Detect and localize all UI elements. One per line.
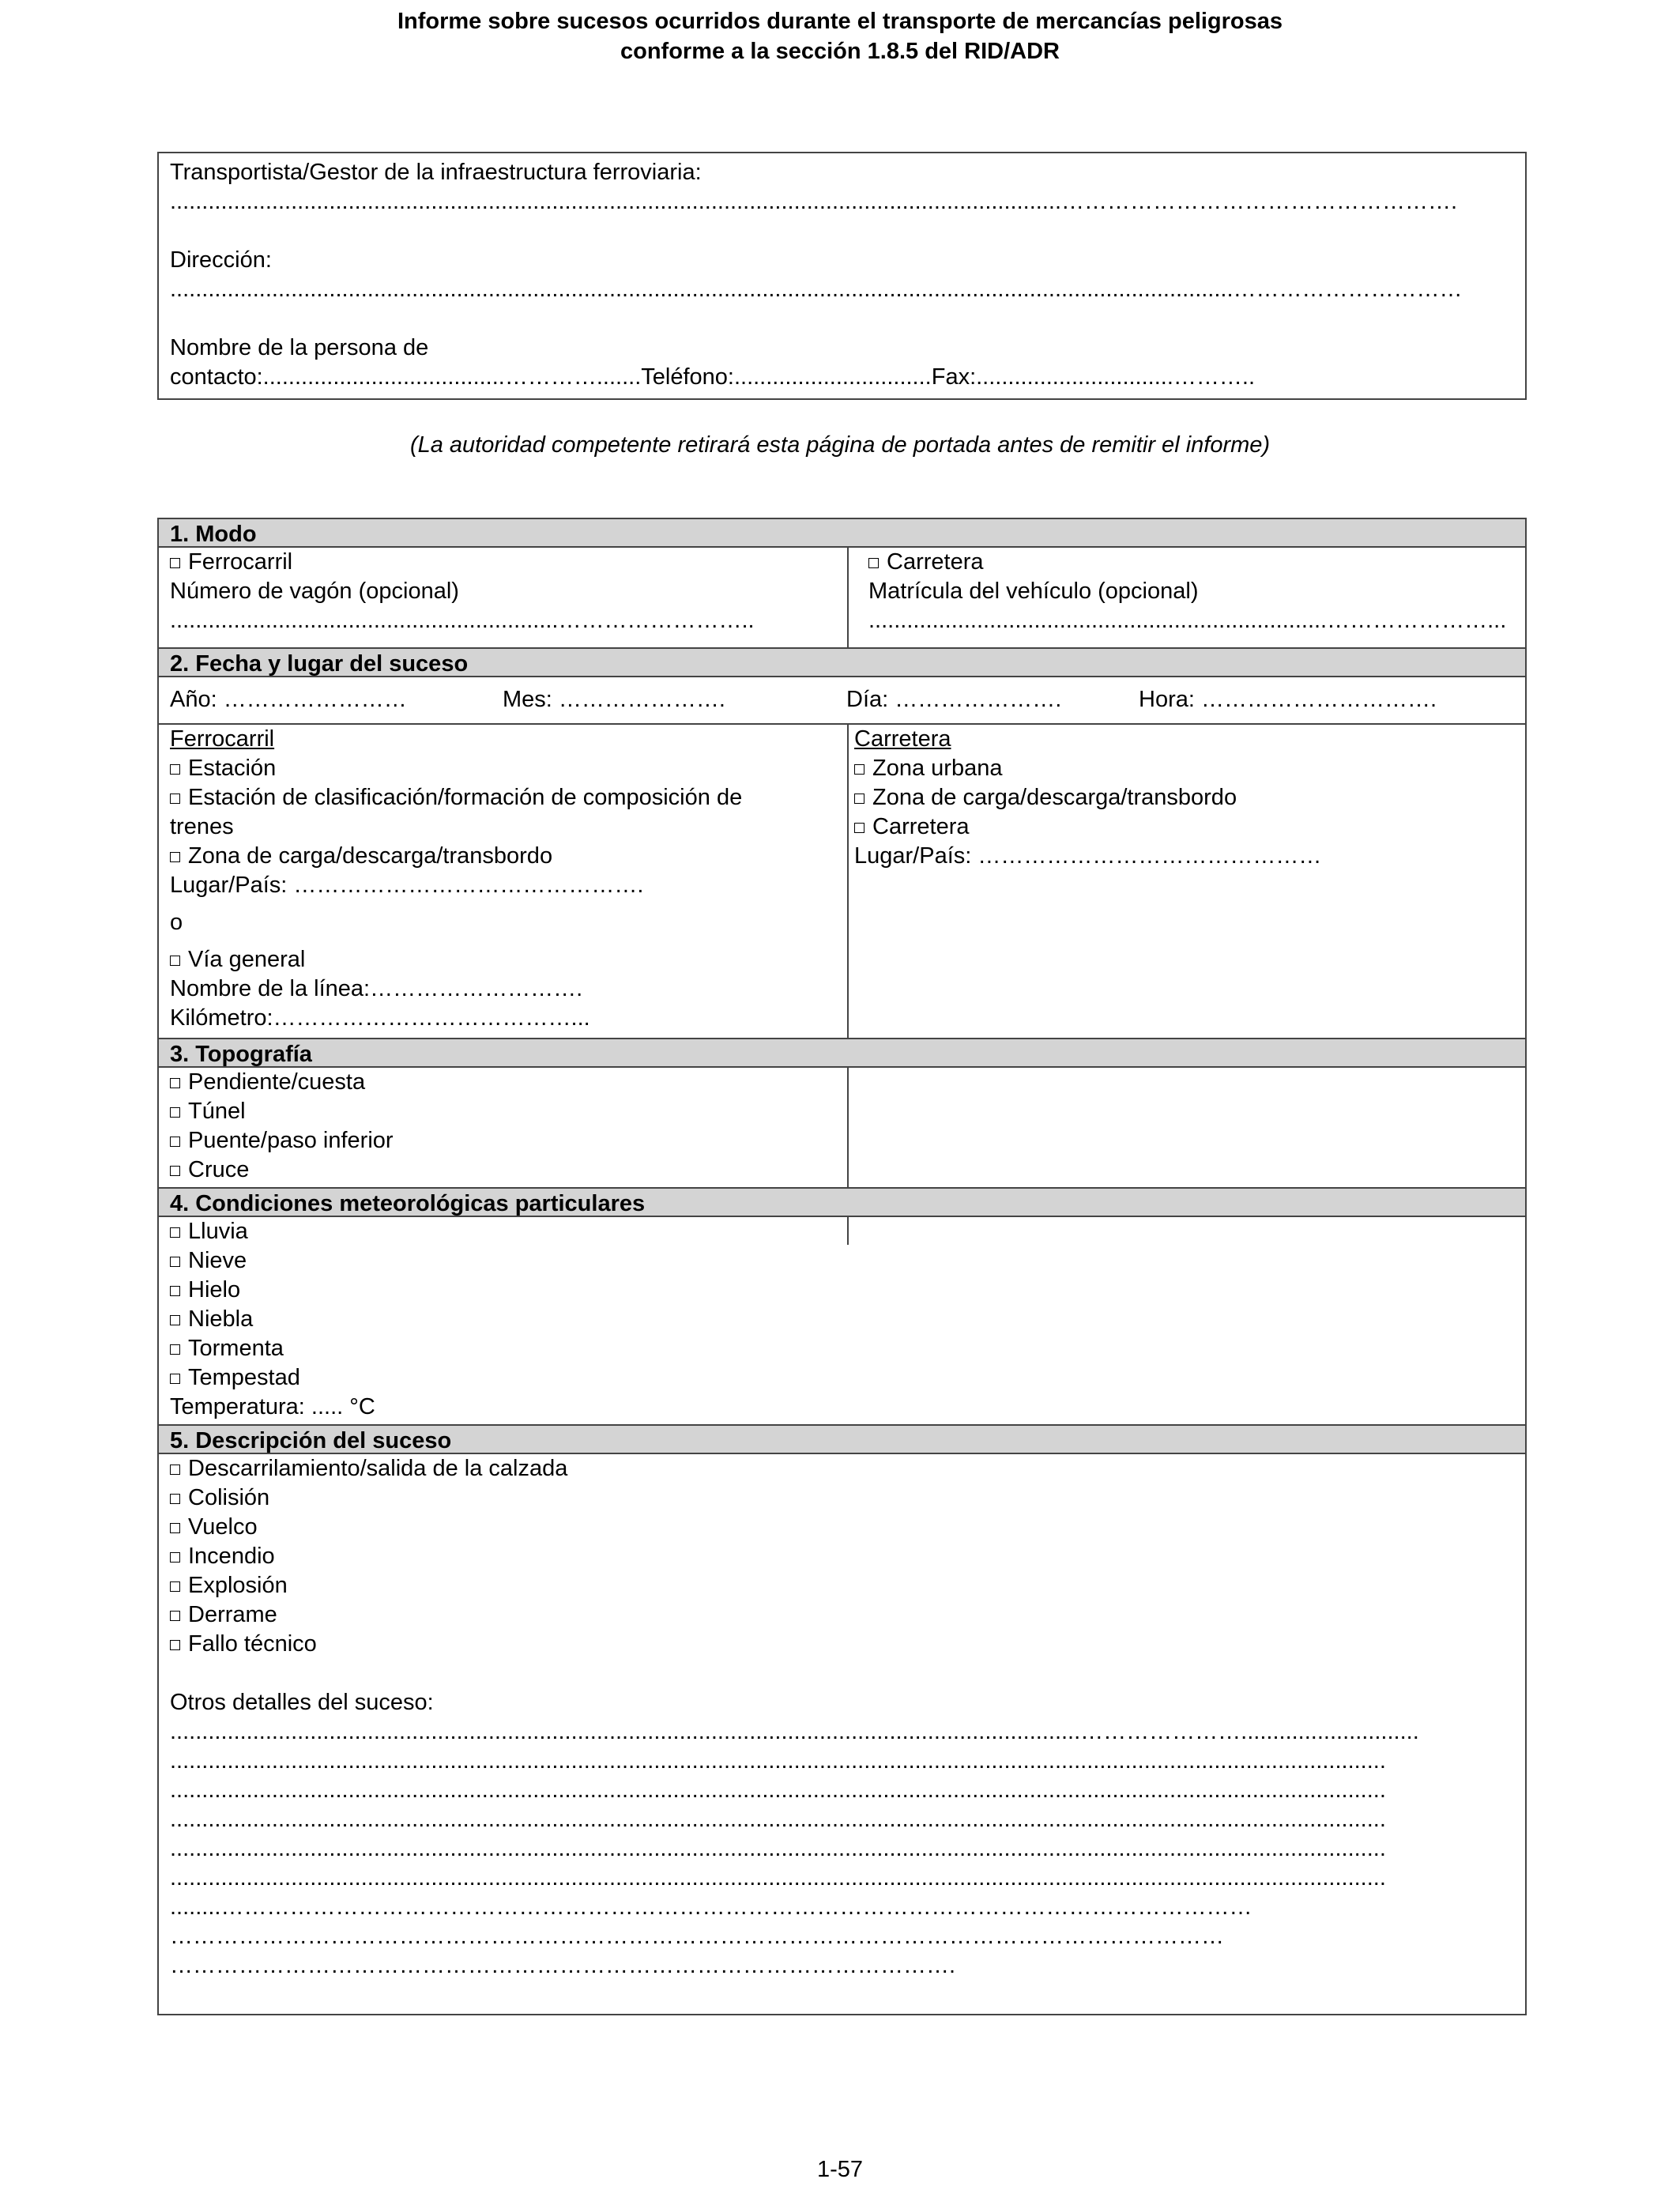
carrier-label: Transportista/Gestor de la infraestructura ferroviaria: [170, 160, 702, 185]
option-label: Tormenta [188, 1336, 284, 1361]
rail-marshalling-label-cont: trenes [170, 814, 234, 839]
rail-option[interactable] [170, 548, 842, 577]
weather-option[interactable] [170, 1363, 1525, 1393]
section-5-body [159, 1454, 1525, 1981]
rail-station-option[interactable] [170, 754, 842, 783]
checkbox-icon[interactable] [170, 852, 180, 862]
section-2-heading: 2. Fecha y lugar del suceso [159, 647, 1525, 677]
rail-marshalling-label: Estación de clasificación/formación de composición de [188, 785, 743, 810]
column-divider [847, 548, 849, 647]
checkbox-icon[interactable] [170, 1374, 180, 1384]
road-option[interactable] [868, 548, 1516, 577]
rail-track-option[interactable] [170, 945, 842, 974]
option-label: Derrame [188, 1602, 277, 1627]
topography-option[interactable] [170, 1068, 1525, 1097]
rail-station-label: Estación [188, 756, 277, 781]
road-option-label: Carretera [887, 549, 984, 575]
vehicle-plate-field[interactable]: ........................................................................…………………... [868, 608, 1507, 633]
checkbox-icon[interactable] [170, 764, 180, 775]
option-label: Hielo [188, 1277, 241, 1302]
checkbox-icon[interactable] [170, 1581, 180, 1592]
other-details-label: Otros detalles del suceso: [170, 1690, 434, 1715]
dot-line: ............................................................................................................................................................................................... [170, 1807, 1386, 1832]
option-label: Nieve [188, 1248, 247, 1273]
checkbox-icon[interactable] [170, 956, 180, 966]
option-label: Pendiente/cuesta [188, 1069, 366, 1095]
dot-line: …………………………………………………………………………………………. [170, 1953, 956, 1978]
section-3-heading: 3. Topografía [159, 1038, 1525, 1068]
section-3-body [159, 1068, 1525, 1185]
road-place-field[interactable]: Lugar/País: ……………………………………… [854, 843, 1322, 869]
month-field[interactable]: Mes: …………………. [503, 687, 725, 712]
contact-label: Nombre de la persona de [170, 335, 429, 360]
vehicle-plate-label: Matrícula del vehículo (opcional) [868, 579, 1199, 604]
rail-km-field[interactable]: Kilómetro:…………………………………... [170, 1005, 590, 1031]
event-option[interactable] [170, 1600, 1525, 1630]
road-road-option[interactable] [854, 812, 1518, 842]
wagon-number-field[interactable]: .............................................................…………………….. [170, 608, 755, 633]
incident-form-table [157, 518, 1527, 2015]
option-label: Niebla [188, 1306, 254, 1332]
option-label: Tempestad [188, 1365, 300, 1390]
topography-option[interactable] [170, 1097, 1525, 1126]
event-option[interactable] [170, 1513, 1525, 1542]
dot-line: ........……………………………………………………………………………………………………………………… [170, 1894, 1252, 1920]
option-label: Cruce [188, 1157, 250, 1182]
section-1-heading: 1. Modo [159, 518, 1525, 548]
checkbox-icon[interactable] [170, 1465, 180, 1475]
mode-road-column [868, 548, 1516, 647]
road-loading-label: Zona de carga/descarga/transbordo [872, 785, 1237, 810]
temperature-field[interactable]: Temperatura: ..... °C [170, 1394, 375, 1419]
checkbox-icon[interactable] [170, 1611, 180, 1621]
checkbox-icon[interactable] [854, 764, 864, 775]
rail-line-name-field[interactable]: Nombre de la línea:………………………. [170, 976, 583, 1001]
checkbox-icon[interactable] [170, 1315, 180, 1325]
document-title [0, 6, 1680, 66]
page-number: 1-57 [816, 2157, 864, 2182]
dot-line: ............................................................................................................................................................................................... [170, 1836, 1386, 1861]
rail-marshalling-option[interactable] [170, 783, 842, 812]
address-label: Dirección: [170, 247, 272, 273]
checkbox-icon[interactable] [170, 1166, 180, 1176]
address-field[interactable]: .......................................................................................................................................................................………………………… [170, 277, 1463, 302]
checkbox-icon[interactable] [170, 1494, 180, 1504]
event-option[interactable] [170, 1483, 1525, 1513]
weather-option[interactable] [170, 1334, 1525, 1363]
option-label: Incendio [188, 1544, 275, 1569]
event-option[interactable] [170, 1630, 1525, 1659]
contact-phone-fax-field[interactable]: contacto:......................................………….......Teléfono:...............................Fax:...............................……….. [170, 364, 1256, 390]
wagon-number-label: Número de vagón (opcional) [170, 579, 459, 604]
road-urban-option[interactable] [854, 754, 1518, 783]
checkbox-icon[interactable] [170, 1640, 180, 1650]
rail-location-title: Ferrocarril [170, 726, 275, 752]
road-loading-option[interactable] [854, 783, 1518, 812]
checkbox-icon[interactable] [170, 1286, 180, 1296]
weather-option[interactable] [170, 1305, 1525, 1334]
or-label: o [170, 910, 183, 935]
event-option[interactable] [170, 1454, 1525, 1483]
rail-track-label: Vía general [188, 947, 306, 972]
carrier-field[interactable]: ............................................................................................................................................……………………………………………. [170, 189, 1458, 214]
option-label: Descarrilamiento/salida de la calzada [188, 1456, 568, 1481]
dot-line: ………………………………………………………………………………………………………………………… [170, 1924, 1224, 1949]
title-line-2: conforme a la sección 1.8.5 del RID/ADR [620, 39, 1060, 64]
option-label: Fallo técnico [188, 1631, 317, 1657]
weather-option[interactable] [170, 1217, 1525, 1246]
title-line-1: Informe sobre sucesos ocurridos durante el transporte de mercancías peligrosas [397, 9, 1283, 34]
dot-line: ............................................................................................................................................................................................... [170, 1865, 1386, 1891]
checkbox-icon[interactable] [868, 558, 879, 568]
rail-option-label: Ferrocarril [188, 549, 293, 575]
checkbox-icon[interactable] [170, 1552, 180, 1563]
option-label: Vuelco [188, 1514, 258, 1540]
option-label: Colisión [188, 1485, 270, 1510]
mode-rail-column [170, 548, 842, 647]
weather-option[interactable] [170, 1276, 1525, 1305]
road-urban-label: Zona urbana [872, 756, 1003, 781]
section-4-heading: 4. Condiciones meteorológicas particulares [159, 1187, 1525, 1217]
topography-option[interactable] [170, 1126, 1525, 1155]
checkbox-icon[interactable] [170, 1344, 180, 1355]
checkbox-icon[interactable] [170, 1137, 180, 1147]
weather-option[interactable] [170, 1246, 1525, 1276]
carrier-contact-box [157, 152, 1527, 400]
cover-note: (La autoridad competente retirará esta página de portada antes de remitir el informe) [409, 432, 1271, 458]
checkbox-icon[interactable] [170, 1107, 180, 1118]
road-location-title: Carretera [854, 726, 951, 752]
dot-line: ............................................................................................................................................................................................... [170, 1777, 1386, 1803]
day-field[interactable]: Día: …………………. [846, 687, 1062, 712]
date-time-row [159, 677, 1525, 723]
rail-loading-label: Zona de carga/descarga/transbordo [188, 843, 553, 869]
rail-place-field[interactable]: Lugar/País: ………………………………………. [170, 873, 644, 898]
year-field[interactable]: Año: …………………… [170, 687, 407, 712]
event-option[interactable] [170, 1571, 1525, 1600]
checkbox-icon[interactable] [170, 1227, 180, 1238]
dot-line: ............................................................................................................................................................................................... [170, 1748, 1386, 1774]
option-label: Lluvia [188, 1219, 248, 1244]
option-label: Puente/paso inferior [188, 1128, 394, 1153]
event-option[interactable] [170, 1542, 1525, 1571]
section-1-body [159, 548, 1525, 647]
topography-option[interactable] [170, 1155, 1525, 1185]
hour-field[interactable]: Hora: …………………………. [1139, 687, 1437, 712]
dot-line: ...............................................................................................................................................…………………............................ [170, 1719, 1419, 1744]
checkbox-icon[interactable] [170, 1257, 180, 1267]
option-label: Túnel [188, 1099, 246, 1124]
section-4-body [159, 1217, 1525, 1422]
option-label: Explosión [188, 1573, 288, 1598]
checkbox-icon[interactable] [170, 1523, 180, 1533]
rail-loading-option[interactable] [170, 842, 842, 871]
road-road-label: Carretera [872, 814, 970, 839]
checkbox-icon[interactable] [854, 823, 864, 833]
checkbox-icon[interactable] [170, 558, 180, 568]
checkbox-icon[interactable] [854, 794, 864, 804]
checkbox-icon[interactable] [170, 1078, 180, 1088]
checkbox-icon[interactable] [170, 794, 180, 804]
other-details-field[interactable] [170, 1717, 1513, 1981]
section-5-heading: 5. Descripción del suceso [159, 1424, 1525, 1454]
